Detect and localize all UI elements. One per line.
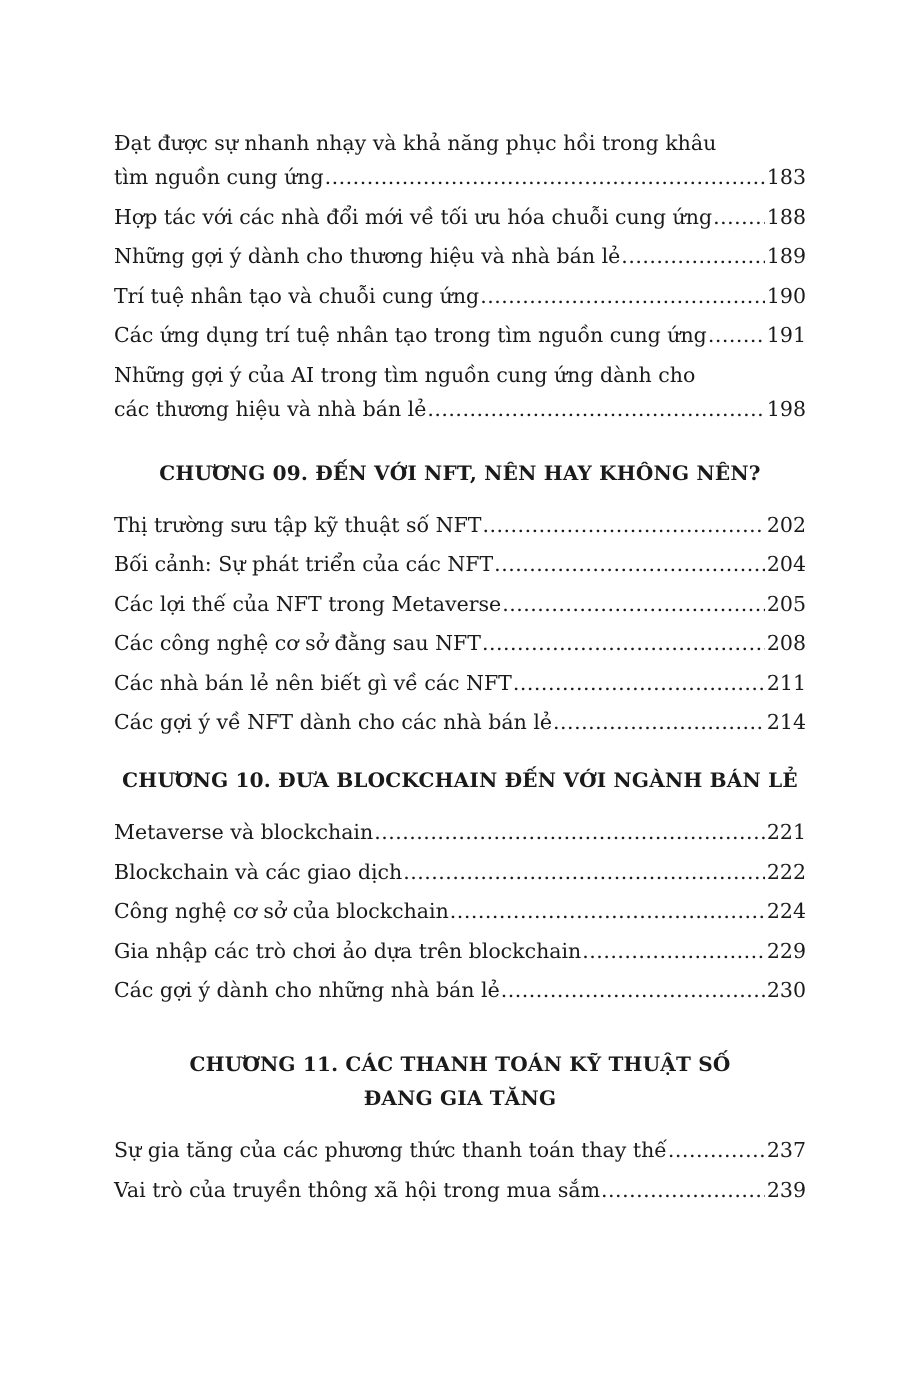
toc-entry-title: Các gợi ý về NFT dành cho các nhà bán lẻ [114, 710, 553, 734]
toc-entry[interactable] [114, 318, 806, 352]
dot-leader [403, 855, 765, 889]
toc-entry[interactable] [114, 200, 806, 234]
toc-section-continued [114, 126, 806, 426]
toc-entry-title: Bối cảnh: Sự phát triển của các NFT [114, 552, 494, 576]
toc-entry[interactable] [114, 894, 806, 928]
chapter-09-entries [114, 508, 806, 740]
chapter-title: CHƯƠNG 09. ĐẾN VỚI NFT, NÊN HAY KHÔNG NÊN? [159, 460, 761, 485]
toc-entry-title: Các công nghệ cơ sở đằng sau NFT [114, 631, 481, 655]
dot-leader [502, 587, 765, 621]
dot-leader [582, 934, 765, 968]
toc-entry-title: Các nhà bán lẻ nên biết gì về các NFT [114, 670, 512, 695]
toc-entry-page: 204 [766, 552, 806, 576]
chapter-heading-11[interactable] [114, 1047, 806, 1115]
toc-entry[interactable] [114, 587, 806, 621]
chapter-heading-09[interactable] [114, 456, 806, 490]
toc-entry[interactable] [114, 126, 806, 194]
toc-entry-title: Gia nhập các trò chơi ảo dựa trên blockchain [114, 938, 582, 963]
toc-entry-title: Các ứng dụng trí tuệ nhân tạo trong tìm nguồn cung ứng [114, 323, 707, 347]
dot-leader [601, 1173, 765, 1207]
toc-entry-page: 202 [766, 512, 806, 537]
toc-entry[interactable] [114, 815, 806, 849]
chapter-heading-10[interactable] [114, 763, 806, 797]
toc-entry-page: 237 [766, 1138, 806, 1162]
toc-entry-page: 211 [766, 670, 806, 695]
toc-entry[interactable] [114, 508, 806, 542]
toc-entry-title-line1: Những gợi ý của AI trong tìm nguồn cung ứng dành cho [114, 362, 696, 387]
chapter-title-line1: CHƯƠNG 11. CÁC THANH TOÁN KỸ THUẬT SỐ [189, 1052, 731, 1076]
dot-leader [621, 239, 765, 273]
toc-entry-title: Vai trò của truyền thông xã hội trong mua sắm [114, 1177, 601, 1202]
chapter-11-entries [114, 1133, 806, 1207]
toc-entry-page: 208 [766, 631, 806, 655]
toc-entry-page: 189 [766, 244, 806, 268]
toc-entry[interactable] [114, 279, 806, 313]
toc-entry[interactable] [114, 973, 806, 1007]
toc-entry-page: 183 [766, 165, 806, 189]
dot-leader [713, 200, 765, 234]
dot-leader [513, 666, 765, 700]
toc-entry-page: 214 [766, 710, 806, 734]
toc-entry-page: 190 [766, 283, 806, 308]
toc-entry[interactable] [114, 626, 806, 660]
toc-entry-title: Blockchain và các giao dịch [114, 859, 403, 884]
toc-entry-page: 230 [766, 978, 806, 1002]
toc-entry[interactable] [114, 1173, 806, 1207]
dot-leader [668, 1133, 765, 1167]
dot-leader [325, 160, 765, 194]
dot-leader [494, 547, 765, 581]
toc-entry-page: 239 [766, 1177, 806, 1202]
toc-entry[interactable] [114, 547, 806, 581]
dot-leader [501, 973, 765, 1007]
toc-entry-page: 188 [766, 204, 806, 229]
chapter-10-entries [114, 815, 806, 1007]
toc-entry-title: Sự gia tăng của các phương thức thanh toán thay thế [114, 1138, 667, 1162]
toc-entry[interactable] [114, 358, 806, 426]
dot-leader [480, 279, 765, 313]
toc-entry-page: 205 [766, 591, 806, 616]
toc-entry[interactable] [114, 666, 806, 700]
dot-leader [482, 626, 765, 660]
toc-entry-page: 229 [766, 938, 806, 963]
toc-entry[interactable] [114, 239, 806, 273]
toc-entry-title: tìm nguồn cung ứng [114, 165, 324, 189]
toc-entry-page: 191 [766, 323, 806, 347]
toc-entry-page: 198 [766, 396, 806, 421]
toc-entry[interactable] [114, 855, 806, 889]
toc-entry-page: 224 [766, 899, 806, 923]
toc-entry-title: Những gợi ý dành cho thương hiệu và nhà bán lẻ [114, 244, 621, 268]
toc-entry-title: Hợp tác với các nhà đổi mới về tối ưu hóa chuỗi cung ứng [114, 204, 713, 229]
chapter-title: CHƯƠNG 10. ĐƯA BLOCKCHAIN ĐẾN VỚI NGÀNH BÁN LẺ [122, 768, 798, 792]
toc-page [114, 126, 806, 1212]
toc-entry-title: Trí tuệ nhân tạo và chuỗi cung ứng [114, 283, 480, 308]
toc-entry[interactable] [114, 705, 806, 739]
dot-leader [427, 392, 765, 426]
toc-entry[interactable] [114, 934, 806, 968]
toc-entry-page: 221 [766, 820, 806, 844]
dot-leader [482, 508, 764, 542]
chapter-title-line2: ĐANG GIA TĂNG [363, 1086, 557, 1110]
toc-entry-title: các thương hiệu và nhà bán lẻ [114, 396, 427, 421]
dot-leader [553, 705, 765, 739]
dot-leader [708, 318, 765, 352]
dot-leader [374, 815, 765, 849]
toc-entry-title-line1: Đạt được sự nhanh nhạy và khả năng phục hồi trong khâu [114, 131, 717, 155]
toc-entry-title: Metaverse và blockchain [114, 820, 374, 844]
dot-leader [450, 894, 765, 928]
toc-entry-title: Thị trường sưu tập kỹ thuật số NFT [114, 512, 482, 537]
toc-entry-title: Các gợi ý dành cho những nhà bán lẻ [114, 978, 500, 1002]
toc-entry[interactable] [114, 1133, 806, 1167]
toc-entry-title: Các lợi thế của NFT trong Metaverse [114, 591, 502, 616]
toc-entry-page: 222 [766, 859, 806, 884]
toc-entry-title: Công nghệ cơ sở của blockchain [114, 899, 449, 923]
